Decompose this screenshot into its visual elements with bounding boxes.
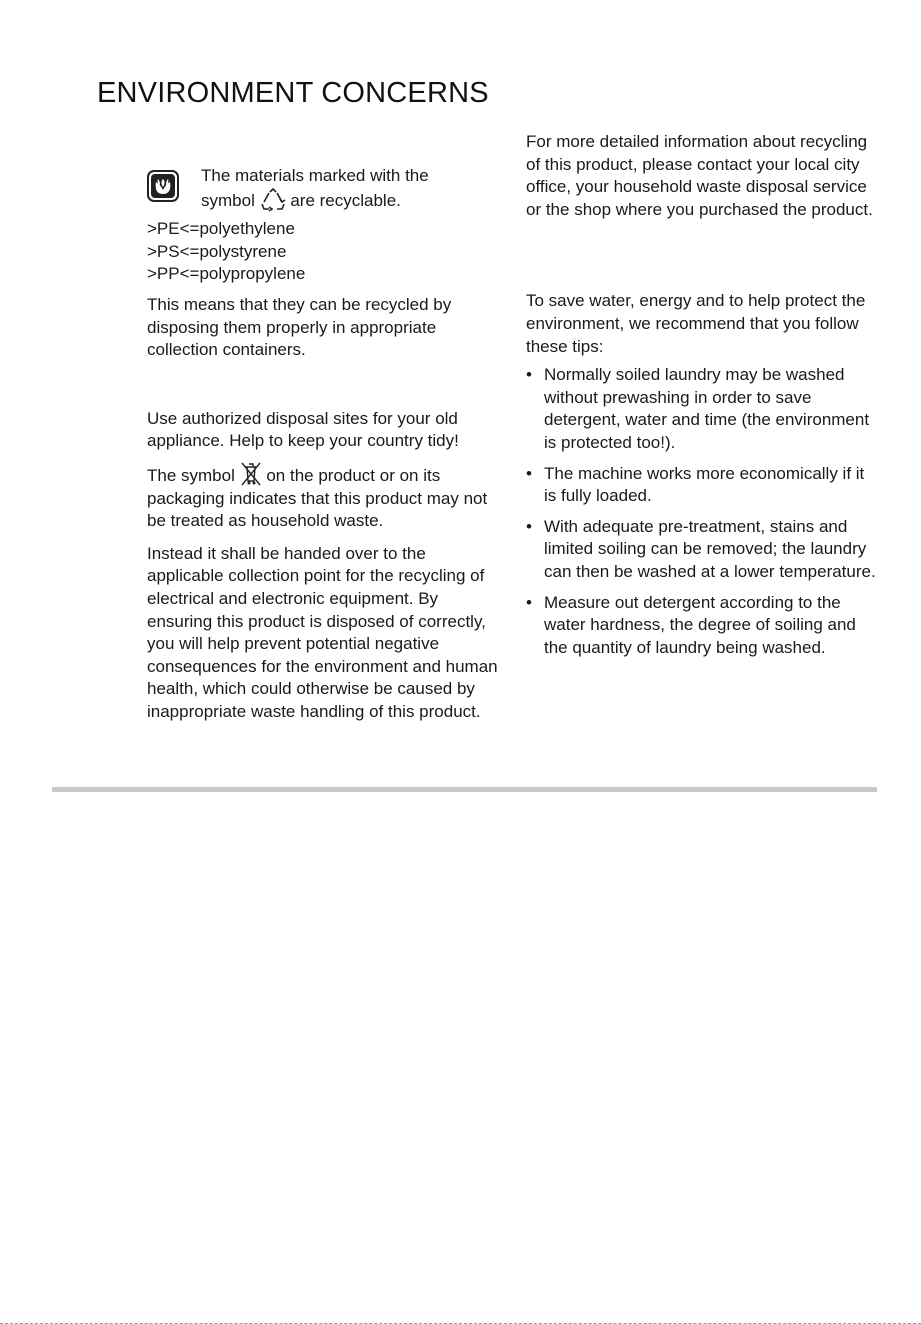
page-title: ENVIRONMENT CONCERNS (97, 77, 489, 109)
list-item (526, 516, 878, 584)
tip-text: With adequate pre-treatment, stains and limited soiling can be removed; the laundry can then be washed at a lower temperature. (544, 516, 876, 581)
bullet: • (526, 365, 532, 385)
symbol-pre: The symbol (147, 465, 235, 485)
recycle-icon (260, 188, 286, 212)
crossed-bin-icon (240, 461, 262, 487)
tip-text: The machine works more economically if it is fully loaded. (544, 463, 865, 506)
tip-text: Normally soiled laundry may be washed without prewashing in order to save detergent, water and time (the environment is protected too!). (544, 365, 870, 452)
authorized-sites-paragraph: Use authorized disposal sites for your old appliance. Help to keep your country tidy! (147, 408, 459, 451)
waste-symbol-paragraph (147, 461, 502, 533)
detailed-info-paragraph: For more detailed information about recycling of this product, please contact your local city office, your household waste disposal service or the shop where you purchased the product. (526, 132, 873, 219)
bullet: • (526, 516, 532, 536)
recycle-text (201, 165, 429, 212)
left-column (147, 165, 502, 723)
material-ps: >PS<=polystyrene (147, 241, 287, 261)
recycle-means-paragraph: This means that they can be recycled by disposing them properly in appropriate collection containers. (147, 294, 452, 360)
save-intro-paragraph: To save water, energy and to help protect the environment, we recommend that you follow these tips: (526, 291, 866, 356)
recycle-line2 (201, 188, 429, 213)
recycle-line2-pre: symbol (201, 190, 255, 210)
list-item (526, 364, 878, 454)
list-item (526, 463, 878, 508)
leaf-icon (147, 170, 179, 202)
right-column (526, 131, 878, 667)
material-pe: >PE<=polyethylene (147, 219, 295, 239)
horizontal-rule (52, 787, 877, 792)
bullet: • (526, 592, 532, 612)
materials-list (147, 218, 502, 286)
symbol-post: on the product or on its packaging indicates that this product may not be treated as household waste. (147, 465, 488, 531)
tip-text: Measure out detergent according to the water hardness, the degree of soiling and the quantity of laundry being washed. (544, 592, 856, 657)
bullet: • (526, 463, 532, 483)
recycle-notice (147, 165, 502, 212)
instead-paragraph: Instead it shall be handed over to the applicable collection point for the recycling of electrical and electronic equipment. By ensuring this product is disposed of correctly, you will help prevent potential negative consequences for the environment and human health, which could otherwise be caused by inappropriate waste handling of this product. (147, 543, 498, 721)
tips-list (526, 364, 878, 659)
recycle-line1: The materials marked with the (201, 166, 429, 185)
material-pp: >PP<=polypropylene (147, 264, 306, 284)
recycle-line2-post: are recyclable. (290, 190, 401, 210)
list-item (526, 592, 878, 660)
